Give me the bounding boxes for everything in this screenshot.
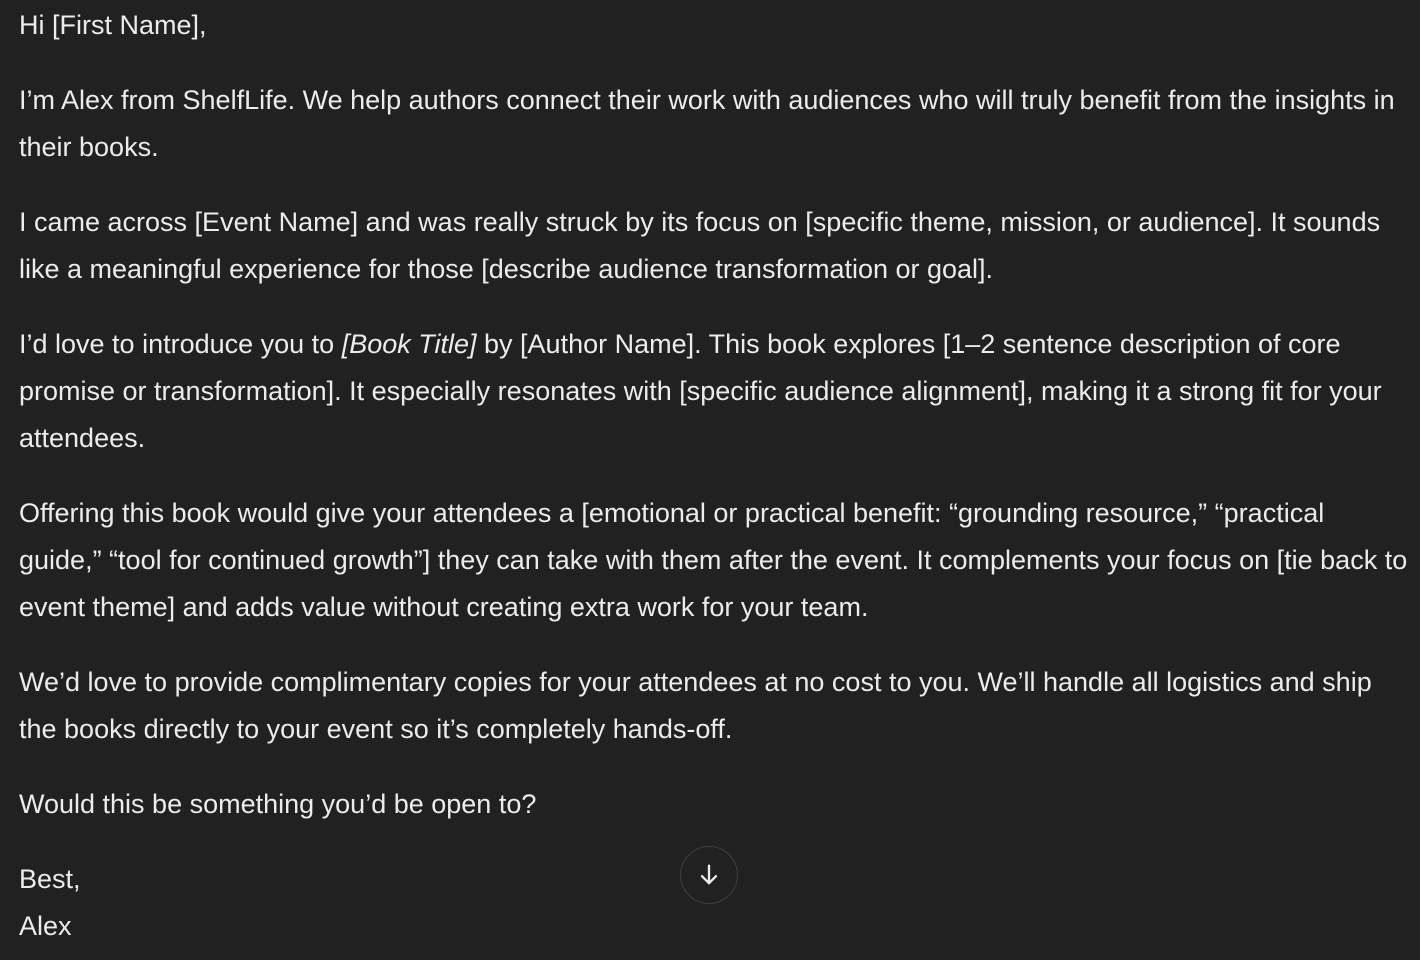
offer-paragraph: We’d love to provide complimentary copies for your attendees at no cost to you. We’ll handle all logistics and ship the books directly to your event so it’s completely hands-off.	[19, 667, 1372, 744]
book-paragraph	[19, 321, 1409, 462]
greeting-line: Hi [First Name],	[19, 10, 207, 40]
scroll-to-bottom-button[interactable]	[680, 846, 738, 904]
email-draft-message	[19, 0, 1409, 950]
book-title: [Book Title]	[341, 329, 477, 359]
signature-line: Alex	[19, 911, 72, 941]
benefit-paragraph: Offering this book would give your attendees a [emotional or practical benefit: “grounding resource,” “practical guide,” “tool for continued growth”] they can take with them after the event. It complements your focus on [tie back to event theme] and adds value without creating extra work for your team.	[19, 498, 1408, 622]
book-paragraph-rest: by [Author Name]. This book explores [1–2 sentence description of core promise or transformation]. It especially resonates with [specific audience alignment], making it a strong fit for your attendees.	[19, 329, 1382, 453]
book-paragraph-lead: I’d love to introduce you to	[19, 329, 342, 359]
signoff-line: Best,	[19, 864, 81, 894]
question-paragraph: Would this be something you’d be open to?	[19, 789, 537, 819]
arrow-down-icon	[695, 861, 723, 889]
intro-paragraph: I’m Alex from ShelfLife. We help authors connect their work with audiences who will truly benefit from the insights in their books.	[19, 85, 1395, 162]
event-paragraph: I came across [Event Name] and was really struck by its focus on [specific theme, mission, or audience]. It sounds like a meaningful experience for those [describe audience transformation or goal].	[19, 207, 1381, 284]
